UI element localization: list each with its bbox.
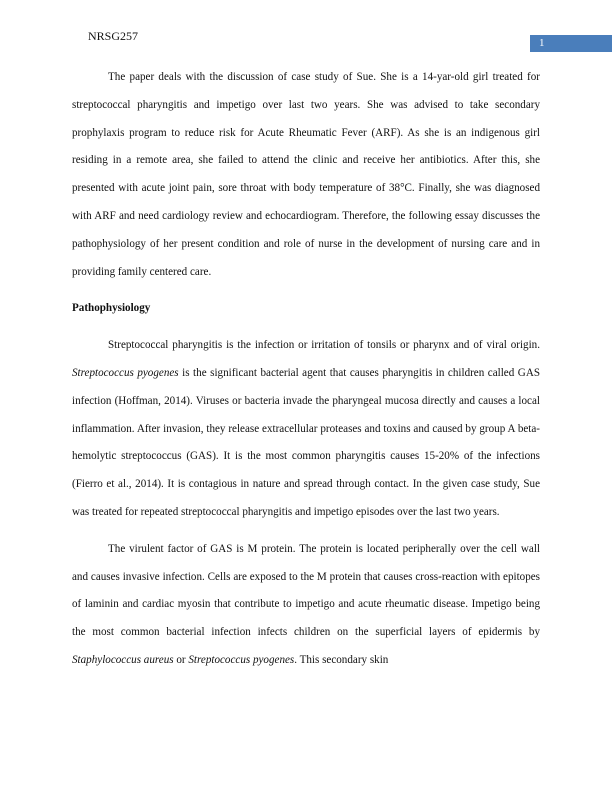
text-run: The paper deals with the discussion of case study of Sue. She is a 14-yar-old girl treated for streptococcal pharyngitis and impetigo over last two years. She was advised to take secondary prophylaxis program to reduce risk for Acute Rheumatic Fever (ARF). As she is an indigenous girl residing in a remote area, she failed to attend the clinic and receive her antibiotics. After this, she presented with acute joint pain, sore throat with body temperature of 38°C. Finally, she was diagnosed with ARF and need cardiology review and echocardiogram. Therefore, the following essay discusses the pathophysiology of her present condition and role of nurse in the development of nursing care and in providing family centered care.: [72, 71, 540, 278]
text-run: The virulent factor of GAS is M protein. The protein is located peripherally over the cell wall and causes invasive infection. Cells are exposed to the M protein that causes cross-reaction with epitopes of laminin and cardiac myosin that contribute to impetigo and acute rheumatic disease. Impetigo being the most common bacterial infection infects children on the superficial layers of epidermis by: [72, 542, 540, 639]
paragraph-intro: [72, 64, 540, 286]
text-run: is the significant bacterial agent that causes pharyngitis in children called GAS infection (Hoffman, 2014). Viruses or bacteria invade the pharyngeal mucosa directly and causes a local inflammation. After invasion, they release extracellular proteases and toxins and caused by group A beta-hemolytic streptococcus (GAS). It is the most common pharyngitis causes 15-20% of the infections (Fierro et al., 2014). It is contagious in nature and spread through contact. In the given case study, Sue was treated for repeated streptococcal pharyngitis and impetigo episodes over the last two years.: [72, 366, 540, 518]
document-body: [72, 64, 540, 684]
page-number-badge: 1: [530, 35, 612, 52]
header-title: NRSG257: [88, 29, 139, 43]
text-run: or: [173, 653, 189, 666]
paragraph-pathophysiology-1: [72, 332, 540, 527]
species-name: Streptococcus pyogenes: [188, 653, 295, 666]
text-run: . This secondary skin: [294, 653, 389, 666]
species-name: Staphylococcus aureus: [72, 653, 174, 666]
paragraph-pathophysiology-2: [72, 536, 540, 675]
text-run: Streptococcal pharyngitis is the infection or irritation of tonsils or pharynx and of viral origin.: [108, 339, 540, 352]
section-heading: Pathophysiology: [72, 302, 151, 315]
species-name: Streptococcus pyogenes: [72, 366, 179, 379]
